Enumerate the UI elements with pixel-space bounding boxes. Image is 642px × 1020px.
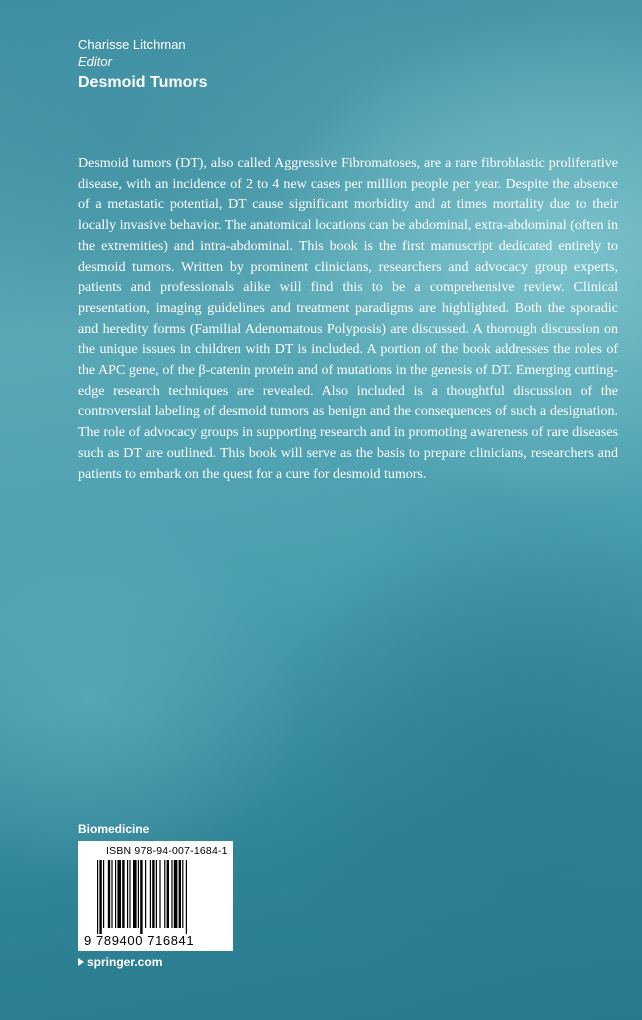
barcode-bar	[138, 860, 139, 928]
barcode-bar	[111, 860, 112, 928]
barcode-bars	[97, 860, 221, 934]
barcode-bar	[156, 860, 157, 928]
isbn-number: ISBN 978-94-007-1684-1	[106, 845, 228, 857]
barcode-bar	[167, 860, 169, 928]
barcode-bar	[122, 860, 124, 928]
barcode-bar	[171, 860, 172, 928]
barcode-bar	[145, 860, 146, 928]
arrow-right-icon	[78, 958, 84, 966]
barcode-bar	[140, 860, 142, 934]
barcode-bar	[97, 860, 98, 934]
barcode-bar	[99, 860, 101, 934]
barcode-bar	[133, 860, 137, 928]
barcode-bar	[115, 860, 116, 928]
barcode-bar	[152, 860, 154, 928]
book-description: Desmoid tumors (DT), also called Aggressive Fibromatoses, are a rare fibroblastic proliferative disease, with an incidence of 2 to 4 new cases per million people per year. Despite the absence of a metastatic potential, DT cause significant morbidity and at times mortality due to their locally invasive behavior. The anatomical locations can be abdominal, extra-abdominal (often in the extremities) and intra-abdominal. This book is the first manuscript dedicated entirely to desmoid tumors. Written by prominent clinicians, researchers and advocacy group experts, patients and professionals alike will find this to be a comprehensive review. Clinical presentation, imaging guidelines and treatment paradigms are highlighted. Both the sporadic and heredity forms (Familial Adenomatous Polyposis) are discussed. A thorough discussion on the unique issues in children with DT is included. A portion of the book addresses the roles of the APC gene, of the β-catenin protein and of mutations in the genesis of DT. Emerging cutting-edge research techniques are revealed. Also included is a thoughtful discussion of the controversial labeling of desmoid tumors as benign and the consequences of such a designation. The role of advocacy groups in supporting research and in promoting awareness of rare diseases such as DT are outlined. This book will serve as the basis to prepare clinicians, researchers and patients to embark on the quest for a cure for desmoid tumors.	[78, 156, 618, 482]
barcode-bar	[150, 860, 151, 928]
barcode-bar	[174, 860, 178, 928]
barcode-bar	[108, 860, 110, 928]
barcode-bar	[117, 860, 121, 928]
barcode-bar	[182, 860, 183, 928]
barcode-bar	[127, 860, 128, 928]
cover-header	[78, 36, 208, 94]
barcode-digits: 9 789400 716841	[84, 933, 195, 948]
author-role: Editor	[78, 54, 112, 69]
series-label: Biomedicine	[78, 822, 150, 836]
publisher-link[interactable]	[78, 955, 162, 969]
barcode-bar	[164, 860, 165, 928]
book-title: Desmoid Tumors	[78, 74, 208, 91]
publisher-url: springer.com	[87, 955, 163, 969]
barcode-bar	[129, 860, 130, 928]
barcode-bar	[103, 860, 104, 928]
barcode-bar	[159, 860, 160, 928]
author-name: Charisse Litchman	[78, 37, 186, 52]
barcode-bar	[186, 860, 187, 934]
barcode-bar	[179, 860, 181, 928]
isbn-barcode	[78, 841, 233, 951]
